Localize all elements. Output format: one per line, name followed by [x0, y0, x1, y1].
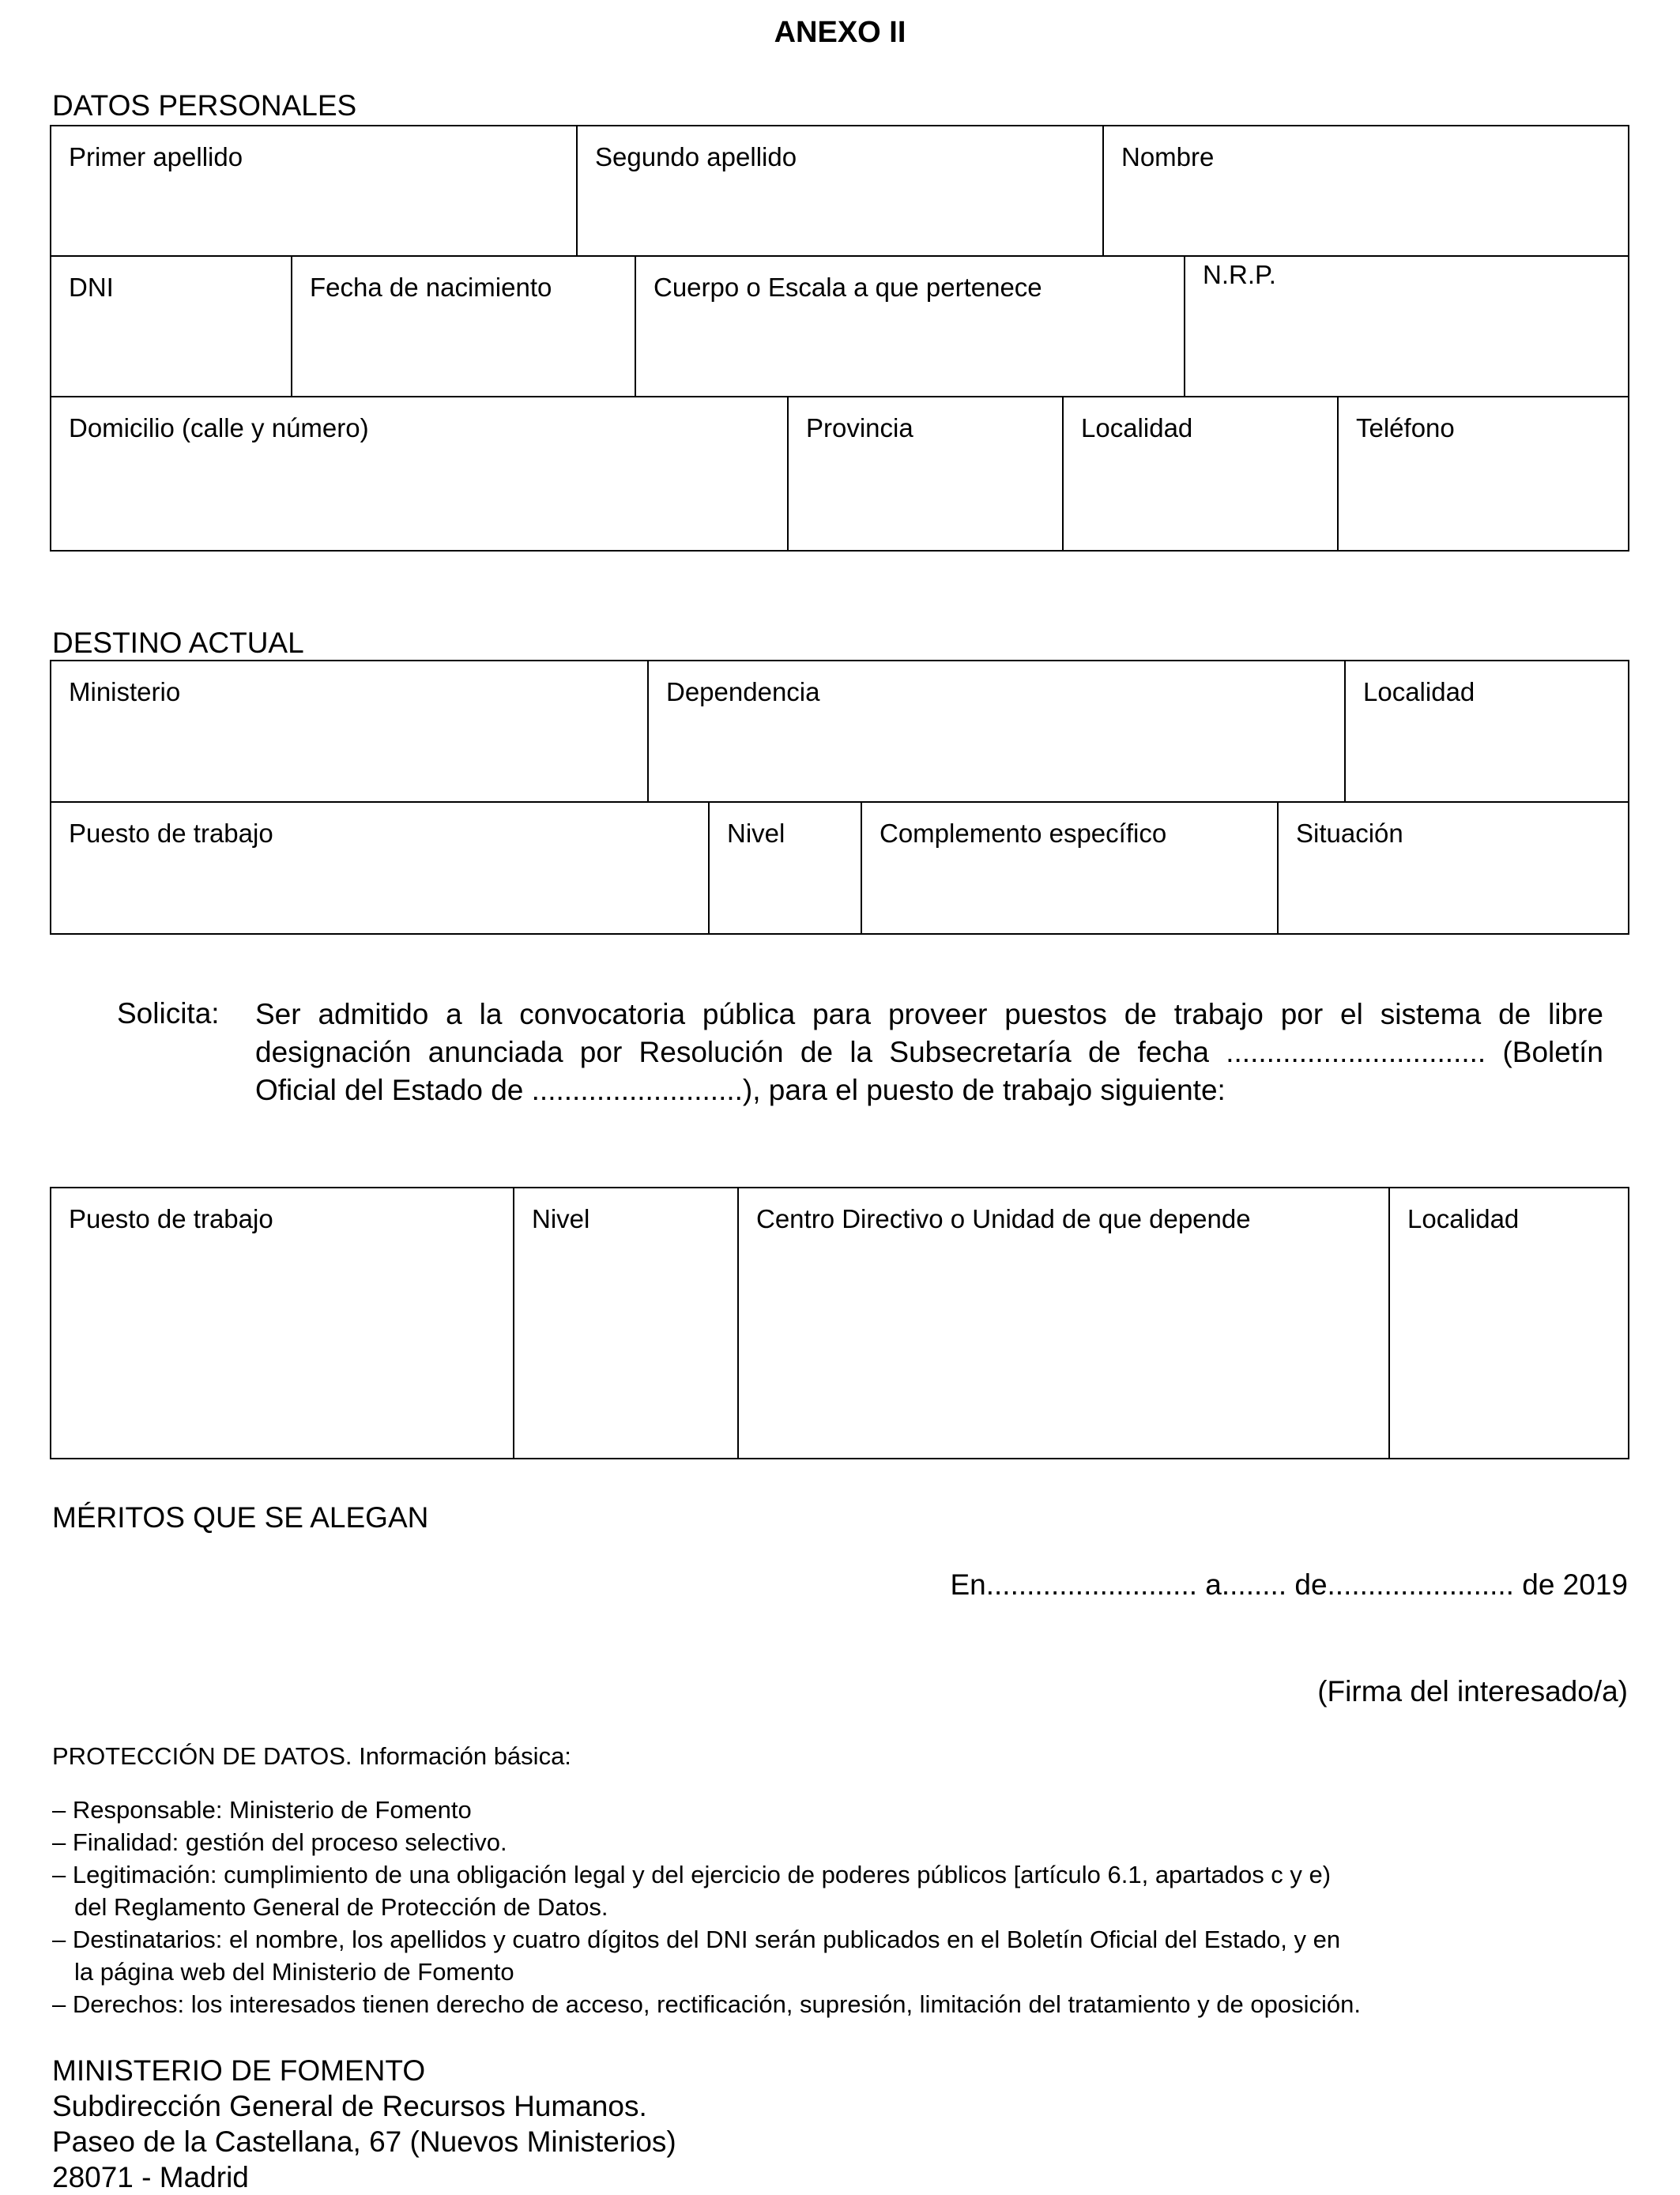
field-label: Fecha de nacimiento	[310, 273, 552, 302]
field-label: Puesto de trabajo	[69, 819, 273, 848]
field-dni[interactable]	[51, 257, 292, 396]
signature-label: (Firma del interesado/a)	[1317, 1675, 1628, 1707]
list-item-continuation: la página web del Ministerio de Fomento	[74, 1958, 514, 1986]
datos-personales-table	[50, 125, 1629, 552]
field-puesto-trabajo-actual[interactable]	[51, 803, 710, 933]
field-label: DNI	[69, 273, 114, 302]
field-label: Localidad	[1081, 413, 1193, 442]
date-line: En.......................... a........ de....................... de 2019	[950, 1568, 1628, 1601]
field-localidad-solicitada[interactable]	[1390, 1188, 1628, 1458]
section-heading-destino-actual: DESTINO ACTUAL	[52, 627, 304, 659]
address-block	[52, 2053, 676, 2195]
field-situacion[interactable]	[1279, 803, 1628, 933]
address-line: Paseo de la Castellana, 67 (Nuevos Ministerios)	[52, 2125, 676, 2158]
field-label: Provincia	[806, 413, 913, 442]
field-label: Situación	[1296, 819, 1403, 848]
section-heading-meritos: MÉRITOS QUE SE ALEGAN	[52, 1501, 429, 1534]
field-label: Segundo apellido	[595, 142, 797, 171]
list-item: – Legitimación: cumplimiento de una obligación legal y del ejercicio de poderes públicos [artículo 6.1, apartados c y e)	[52, 1861, 1332, 1888]
field-primer-apellido[interactable]	[51, 126, 578, 255]
field-label: Teléfono	[1356, 413, 1455, 442]
field-label: Ministerio	[69, 677, 181, 706]
section-heading-datos-personales: DATOS PERSONALES	[52, 89, 357, 122]
puesto-solicitado-table	[50, 1187, 1629, 1459]
field-provincia[interactable]	[789, 397, 1064, 550]
list-item: – Responsable: Ministerio de Fomento	[52, 1796, 472, 1824]
field-label: Nivel	[727, 819, 785, 848]
field-localidad[interactable]	[1064, 397, 1339, 550]
solicita-text: Ser admitido a la convocatoria pública para proveer puestos de trabajo por el sistema de libre designación anunciada por Resolución de la Subsecretaría de fecha ................................ (Boletín Oficial del Estado de ..........................), para el puesto de trabajo siguiente:	[255, 998, 1603, 1106]
field-fecha-nacimiento[interactable]	[292, 257, 636, 396]
field-label: Puesto de trabajo	[69, 1204, 273, 1233]
field-nivel-solicitado[interactable]	[514, 1188, 739, 1458]
field-complemento-especifico[interactable]	[862, 803, 1279, 933]
field-label: Localidad	[1363, 677, 1475, 706]
document-title: ANEXO II	[774, 16, 906, 49]
datos-personales-row-1	[51, 126, 1628, 255]
field-nombre[interactable]	[1104, 126, 1628, 255]
data-protection-list	[52, 1794, 1361, 2020]
field-localidad-destino[interactable]	[1346, 661, 1628, 801]
solicita-label: Solicita:	[117, 997, 220, 1030]
field-cuerpo-escala[interactable]	[636, 257, 1185, 396]
list-item: – Finalidad: gestión del proceso selectivo.	[52, 1828, 507, 1856]
datos-personales-row-2	[51, 257, 1628, 396]
destino-actual-table	[50, 660, 1629, 935]
address-line: 28071 - Madrid	[52, 2161, 249, 2193]
field-label: N.R.P.	[1203, 260, 1276, 289]
destino-actual-row-1	[51, 661, 1628, 801]
field-label: Dependencia	[666, 677, 820, 706]
field-centro-directivo[interactable]	[739, 1188, 1390, 1458]
address-line: MINISTERIO DE FOMENTO	[52, 2054, 426, 2087]
field-telefono[interactable]	[1339, 397, 1628, 550]
list-item: – Derechos: los interesados tienen derecho de acceso, rectificación, supresión, limitación del tratamiento y de oposición.	[52, 1990, 1361, 2018]
field-segundo-apellido[interactable]	[578, 126, 1104, 255]
field-label: Centro Directivo o Unidad de que depende	[756, 1204, 1251, 1233]
field-label: Primer apellido	[69, 142, 243, 171]
field-label: Complemento específico	[880, 819, 1167, 848]
puesto-solicitado-row	[51, 1188, 1628, 1458]
field-puesto-trabajo-solicitado[interactable]	[51, 1188, 514, 1458]
field-domicilio[interactable]	[51, 397, 789, 550]
list-item-continuation: del Reglamento General de Protección de Datos.	[74, 1893, 608, 1921]
destino-actual-row-2	[51, 803, 1628, 933]
field-label: Domicilio (calle y número)	[69, 413, 369, 442]
datos-personales-row-3	[51, 397, 1628, 550]
data-protection-title: PROTECCIÓN DE DATOS. Información básica:	[52, 1742, 571, 1770]
field-nivel-actual[interactable]	[710, 803, 862, 933]
field-ministerio[interactable]	[51, 661, 649, 801]
address-line: Subdirección General de Recursos Humanos.	[52, 2090, 647, 2122]
field-label: Nivel	[532, 1204, 590, 1233]
field-nrp[interactable]	[1185, 257, 1628, 396]
field-label: Localidad	[1407, 1204, 1520, 1233]
field-label: Nombre	[1121, 142, 1215, 171]
field-label: Cuerpo o Escala a que pertenece	[654, 273, 1042, 302]
list-item: – Destinatarios: el nombre, los apellidos y cuatro dígitos del DNI serán publicados en el Boletín Oficial del Estado, y en	[52, 1926, 1341, 1953]
field-dependencia[interactable]	[649, 661, 1346, 801]
